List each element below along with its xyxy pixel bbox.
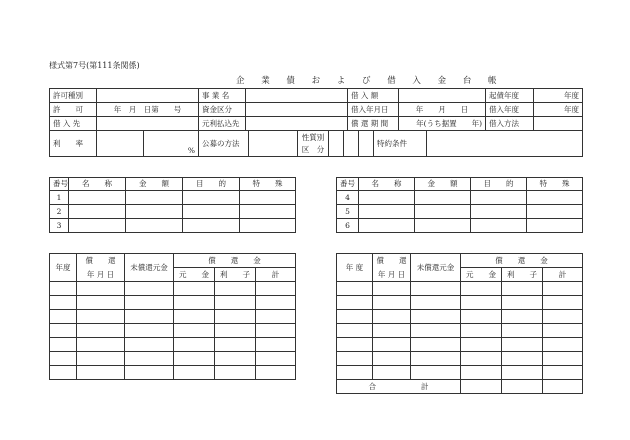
- cell[interactable]: [373, 338, 411, 352]
- cell[interactable]: [69, 219, 126, 233]
- shikin-kubun-label: 資金区分: [199, 103, 246, 117]
- cell[interactable]: [373, 282, 411, 296]
- cell[interactable]: [337, 310, 373, 324]
- cell[interactable]: [359, 191, 415, 205]
- kisai-nendo-label: 起債年度: [486, 89, 534, 103]
- cell[interactable]: [502, 296, 543, 310]
- table-row: [337, 282, 583, 296]
- cell[interactable]: [415, 205, 471, 219]
- cell[interactable]: [125, 310, 174, 324]
- form-label: 様式第7号(第111条関係): [49, 61, 140, 70]
- cell[interactable]: [215, 366, 256, 380]
- row-number: 5: [337, 205, 359, 219]
- cell[interactable]: [174, 296, 215, 310]
- cell[interactable]: [373, 296, 411, 310]
- cell[interactable]: [543, 324, 583, 338]
- cell[interactable]: [373, 366, 411, 380]
- cell[interactable]: [77, 338, 125, 352]
- shakunyu-hoho-value[interactable]: [534, 117, 583, 131]
- cell[interactable]: [183, 205, 240, 219]
- mi-shokan-ganmoto-header: 未償還元金: [411, 254, 461, 282]
- cell[interactable]: [527, 205, 583, 219]
- cell[interactable]: [174, 352, 215, 366]
- table-row: [337, 191, 583, 205]
- header-tokushu: 特 殊: [240, 178, 296, 191]
- shokan-kin-header: 償 還 金: [174, 254, 296, 268]
- header-kingaku: 金 額: [126, 178, 183, 191]
- header-kingaku: 金 額: [415, 178, 471, 191]
- shikin-kubun-value[interactable]: [246, 103, 348, 117]
- cell[interactable]: [411, 366, 461, 380]
- repayment-table-right: [336, 253, 583, 394]
- cell[interactable]: [461, 324, 502, 338]
- total-kei[interactable]: [543, 380, 583, 394]
- ganri-haraikomisaki-label: 元利払込先: [199, 117, 246, 131]
- cell[interactable]: [543, 310, 583, 324]
- shakunyu-hoho-label: 借入方法: [486, 117, 534, 131]
- total-rishi[interactable]: [502, 380, 543, 394]
- cell[interactable]: [256, 338, 296, 352]
- header-bango: 番号: [50, 178, 69, 191]
- kubun-label: 区 分: [298, 144, 329, 157]
- cell[interactable]: [373, 310, 411, 324]
- cell[interactable]: [411, 352, 461, 366]
- cell[interactable]: [471, 205, 527, 219]
- cell[interactable]: [240, 191, 296, 205]
- header-meisho: 名 称: [69, 178, 126, 191]
- kyoka-shubetsu-label: 許可種別: [50, 89, 97, 103]
- table-row: [50, 324, 296, 338]
- cell[interactable]: [69, 191, 126, 205]
- cell[interactable]: [373, 352, 411, 366]
- cell[interactable]: [125, 296, 174, 310]
- cell[interactable]: [502, 324, 543, 338]
- info-table: [49, 88, 583, 131]
- repayment-table-left: [49, 253, 296, 380]
- table-row: [337, 205, 583, 219]
- cell[interactable]: [69, 205, 126, 219]
- cell[interactable]: [126, 191, 183, 205]
- cell[interactable]: [411, 310, 461, 324]
- table-row: [50, 205, 296, 219]
- riritsu-value[interactable]: [97, 131, 144, 157]
- seishitsu-cell-1[interactable]: [329, 131, 344, 157]
- cell[interactable]: [527, 219, 583, 233]
- cell[interactable]: [77, 296, 125, 310]
- cell[interactable]: [215, 324, 256, 338]
- rishi-header: 利 子: [215, 268, 256, 282]
- cell[interactable]: [543, 366, 583, 380]
- table-row: [50, 296, 296, 310]
- header-mokuteki: 目 的: [183, 178, 240, 191]
- nendo-header: 年 度: [337, 254, 373, 282]
- row-number: 3: [50, 219, 69, 233]
- cell[interactable]: [543, 338, 583, 352]
- row-number: 1: [50, 191, 69, 205]
- shokan-header: 償 還: [373, 254, 411, 268]
- kobo-hoho-value[interactable]: [249, 131, 298, 157]
- cell[interactable]: [359, 219, 415, 233]
- cell[interactable]: [125, 324, 174, 338]
- cell[interactable]: [337, 338, 373, 352]
- cell[interactable]: [337, 366, 373, 380]
- ganmoto-header: 元 金: [461, 268, 502, 282]
- shakunyu-nendo-value: 年度: [534, 103, 583, 117]
- header-bango: 番号: [337, 178, 359, 191]
- page-title: 企 業 債 お よ び 借 入 金 台 帳: [236, 76, 504, 86]
- cell[interactable]: [183, 191, 240, 205]
- cell[interactable]: [50, 310, 77, 324]
- cell[interactable]: [174, 324, 215, 338]
- cell[interactable]: [543, 352, 583, 366]
- shakunyu-nendo-label: 借入年度: [486, 103, 534, 117]
- cell[interactable]: [461, 366, 502, 380]
- shakunyusaki-value[interactable]: [97, 117, 199, 131]
- nendo-header: 年度: [50, 254, 77, 282]
- cell[interactable]: [174, 338, 215, 352]
- cell[interactable]: [502, 338, 543, 352]
- cell[interactable]: [471, 191, 527, 205]
- cell[interactable]: [215, 282, 256, 296]
- riritsu-percent: %: [144, 131, 199, 157]
- cell[interactable]: [215, 338, 256, 352]
- cell[interactable]: [502, 366, 543, 380]
- cell[interactable]: [461, 282, 502, 296]
- table-row: [50, 219, 296, 233]
- table-row: [50, 338, 296, 352]
- cell[interactable]: [50, 296, 77, 310]
- cell[interactable]: [77, 352, 125, 366]
- cell[interactable]: [502, 352, 543, 366]
- cell[interactable]: [373, 324, 411, 338]
- cell[interactable]: [126, 219, 183, 233]
- table-row: [50, 310, 296, 324]
- cell[interactable]: [337, 296, 373, 310]
- cell[interactable]: [174, 366, 215, 380]
- cell[interactable]: [543, 296, 583, 310]
- cell[interactable]: [461, 352, 502, 366]
- seishitsu-cell-2[interactable]: [344, 131, 359, 157]
- table-row: [337, 352, 583, 366]
- table-row: [337, 338, 583, 352]
- shakunyu-nengappi-label: 借入年月日: [348, 103, 399, 117]
- cell[interactable]: [125, 282, 174, 296]
- cell[interactable]: [125, 338, 174, 352]
- cell[interactable]: [50, 324, 77, 338]
- cell[interactable]: [125, 366, 174, 380]
- tokuyaku-joko-value[interactable]: [427, 131, 583, 157]
- riritsu-label: 利 率: [50, 131, 97, 157]
- table-row: [337, 366, 583, 380]
- cell[interactable]: [256, 352, 296, 366]
- security-table-right: [336, 177, 583, 233]
- table-row: [337, 219, 583, 233]
- cell[interactable]: [215, 296, 256, 310]
- cell[interactable]: [77, 324, 125, 338]
- cell[interactable]: [461, 338, 502, 352]
- cell[interactable]: [50, 352, 77, 366]
- cell[interactable]: [183, 219, 240, 233]
- shakunyusaki-label: 借 入 先: [50, 117, 97, 131]
- cell[interactable]: [50, 338, 77, 352]
- cell[interactable]: [240, 219, 296, 233]
- shakunyu-gaku-value[interactable]: [399, 89, 486, 103]
- header-tokushu: 特 殊: [527, 178, 583, 191]
- cell[interactable]: [174, 310, 215, 324]
- kyoka-shubetsu-value[interactable]: [97, 89, 199, 103]
- cell[interactable]: [256, 310, 296, 324]
- total-ganmoto[interactable]: [461, 380, 502, 394]
- cell[interactable]: [126, 205, 183, 219]
- cell[interactable]: [337, 324, 373, 338]
- seishitsu-cell-3[interactable]: [359, 131, 374, 157]
- cell[interactable]: [411, 282, 461, 296]
- seishitsu-betsu-label: 性質別: [298, 131, 329, 144]
- ganmoto-header: 元 金: [174, 268, 215, 282]
- table-row: [50, 366, 296, 380]
- kyoka-label: 許 可: [50, 103, 97, 117]
- cell[interactable]: [50, 366, 77, 380]
- cell[interactable]: [256, 324, 296, 338]
- cell[interactable]: [411, 296, 461, 310]
- nen-gatsu-hi-header: 年 月 日: [373, 268, 411, 282]
- kei-header: 計: [256, 268, 296, 282]
- cell[interactable]: [502, 310, 543, 324]
- cell[interactable]: [411, 338, 461, 352]
- cell[interactable]: [411, 324, 461, 338]
- kisai-nendo-value: 年度: [534, 89, 583, 103]
- table-row: [50, 282, 296, 296]
- cell[interactable]: [502, 282, 543, 296]
- table-row: [337, 310, 583, 324]
- cell[interactable]: [543, 282, 583, 296]
- gokei-label: 合 計: [337, 380, 461, 394]
- cell[interactable]: [50, 282, 77, 296]
- shakunyu-nengappi-value: 年 月 日: [399, 103, 486, 117]
- cell[interactable]: [77, 310, 125, 324]
- tokuyaku-joko-label: 特約条件: [374, 131, 427, 157]
- cell[interactable]: [256, 296, 296, 310]
- rishi-header: 利 子: [502, 268, 543, 282]
- cell[interactable]: [215, 352, 256, 366]
- shokan-header: 償 還: [77, 254, 125, 268]
- jigyomei-label: 事 業 名: [199, 89, 246, 103]
- mi-shokan-ganmoto-header: 未償還元金: [125, 254, 174, 282]
- cell[interactable]: [174, 282, 215, 296]
- cell[interactable]: [471, 219, 527, 233]
- shokan-kin-header: 償 還 金: [461, 254, 583, 268]
- cell[interactable]: [415, 191, 471, 205]
- cell[interactable]: [461, 296, 502, 310]
- kei-header: 計: [543, 268, 583, 282]
- jigyomei-value[interactable]: [246, 89, 348, 103]
- cell[interactable]: [337, 282, 373, 296]
- kobo-hoho-label: 公募の方法: [199, 131, 249, 157]
- shokan-kikan-value: 年(うち据置 年): [399, 117, 486, 131]
- row-number: 2: [50, 205, 69, 219]
- cell[interactable]: [77, 282, 125, 296]
- cell[interactable]: [256, 282, 296, 296]
- header-mokuteki: 目 的: [471, 178, 527, 191]
- row-number: 6: [337, 219, 359, 233]
- shokan-kikan-label: 償 還 期 間: [348, 117, 399, 131]
- cell[interactable]: [461, 310, 502, 324]
- cell[interactable]: [215, 310, 256, 324]
- nen-gatsu-hi-header: 年 月 日: [77, 268, 125, 282]
- cell[interactable]: [240, 205, 296, 219]
- row-number: 4: [337, 191, 359, 205]
- cell[interactable]: [359, 205, 415, 219]
- shakunyu-gaku-label: 借 入 額: [348, 89, 399, 103]
- kyoka-date-value: 年 月 日第 号: [97, 103, 199, 117]
- info-table-row4: [49, 130, 583, 157]
- table-row: [50, 191, 296, 205]
- table-row: [337, 296, 583, 310]
- header-meisho: 名 称: [359, 178, 415, 191]
- cell[interactable]: [77, 366, 125, 380]
- cell[interactable]: [527, 191, 583, 205]
- ganri-haraikomisaki-value[interactable]: [246, 117, 348, 131]
- table-row: [50, 352, 296, 366]
- cell[interactable]: [125, 352, 174, 366]
- cell[interactable]: [337, 352, 373, 366]
- security-table-left: [49, 177, 296, 233]
- total-row: [337, 380, 583, 394]
- cell[interactable]: [256, 366, 296, 380]
- cell[interactable]: [415, 219, 471, 233]
- table-row: [337, 324, 583, 338]
